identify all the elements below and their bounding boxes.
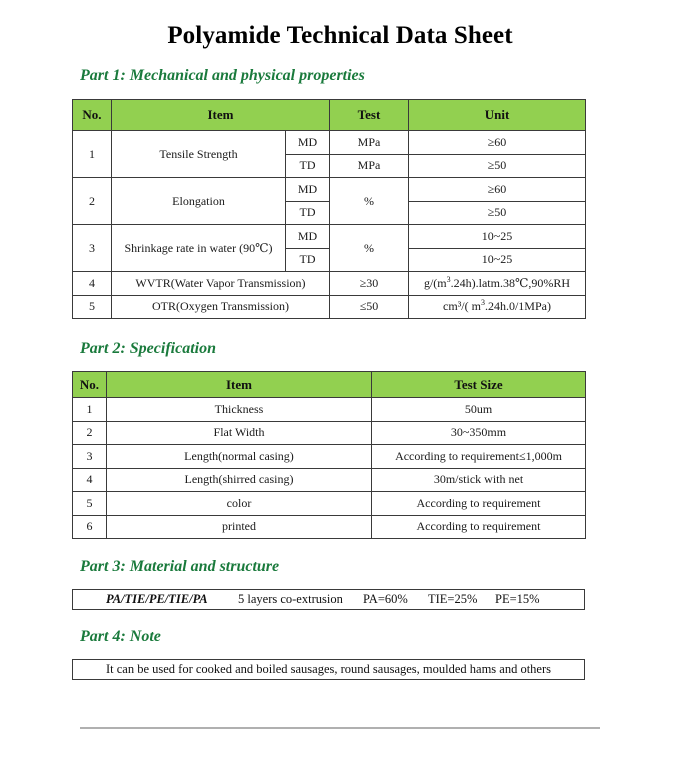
row-direction: MD [286, 178, 330, 202]
row-item: Length(shirred casing) [107, 468, 372, 492]
row-size: According to requirement≤1,000m [372, 445, 586, 469]
table-row [73, 272, 586, 296]
part4-heading: Part 4: Note [80, 628, 161, 645]
part1-heading: Part 1: Mechanical and physical properties [80, 67, 365, 84]
row-direction: TD [286, 248, 330, 272]
row-no: 5 [73, 492, 107, 516]
layer-structure: PA/TIE/PE/TIE/PA [106, 592, 208, 606]
row-unit: 10~25 [409, 225, 586, 249]
row-item: color [107, 492, 372, 516]
pe-ratio: PE=15% [495, 592, 540, 606]
row-unit [409, 295, 586, 319]
row-test: % [330, 178, 409, 225]
table-header-row [73, 100, 586, 131]
header-no: No. [73, 372, 107, 398]
row-test: ≤50 [330, 295, 409, 319]
material-structure-box [72, 589, 585, 610]
row-no: 4 [73, 272, 112, 296]
row-no: 5 [73, 295, 112, 319]
row-item: Tensile Strength [112, 131, 286, 178]
part2-heading: Part 2: Specification [80, 340, 216, 357]
row-unit: ≥60 [409, 178, 586, 202]
tie-ratio: TIE=25% [428, 592, 478, 606]
row-direction: TD [286, 154, 330, 178]
row-test: ≥30 [330, 272, 409, 296]
table-row [73, 398, 586, 422]
unit-sup: 3 [446, 274, 451, 284]
row-test: MPa [330, 131, 409, 155]
row-item: printed [107, 515, 372, 539]
row-direction: TD [286, 201, 330, 225]
page-title: Polyamide Technical Data Sheet [167, 22, 513, 49]
pa-ratio: PA=60% [363, 592, 408, 606]
table-row [73, 492, 586, 516]
row-item: Flat Width [107, 421, 372, 445]
row-item: Shrinkage rate in water (90℃) [112, 225, 286, 272]
row-size: 30m/stick with net [372, 468, 586, 492]
row-no: 6 [73, 515, 107, 539]
unit-text: .24h).latm.38℃,90%RH [450, 275, 571, 290]
row-item: WVTR(Water Vapor Transmission) [112, 272, 330, 296]
row-size: 30~350mm [372, 421, 586, 445]
header-unit: Unit [409, 100, 586, 131]
row-no: 2 [73, 178, 112, 225]
row-direction: MD [286, 131, 330, 155]
table-row [73, 178, 586, 202]
unit-text: g/(m [423, 275, 447, 290]
row-no: 3 [73, 445, 107, 469]
table-row [73, 225, 586, 249]
row-unit [409, 272, 586, 296]
footer-divider [80, 727, 600, 729]
unit-text: cm³/( m [443, 299, 481, 314]
unit-text: .24h.0/1MPa) [484, 299, 551, 314]
table-row [73, 468, 586, 492]
mechanical-properties-table [72, 99, 586, 319]
unit-sup: 3 [480, 298, 485, 308]
table-row [73, 445, 586, 469]
row-unit: ≥60 [409, 131, 586, 155]
header-no: No. [73, 100, 112, 131]
table-row [73, 295, 586, 319]
note-box: It can be used for cooked and boiled sausages, round sausages, moulded hams and others [72, 659, 585, 680]
row-item: Thickness [107, 398, 372, 422]
row-no: 3 [73, 225, 112, 272]
table-row [73, 131, 586, 155]
row-no: 1 [73, 131, 112, 178]
table-row [73, 421, 586, 445]
row-item: Length(normal casing) [107, 445, 372, 469]
row-size: According to requirement [372, 515, 586, 539]
specification-table [72, 371, 586, 539]
extrusion-method: 5 layers co-extrusion [238, 592, 343, 606]
row-no: 2 [73, 421, 107, 445]
table-row [73, 515, 586, 539]
header-test: Test [330, 100, 409, 131]
header-item: Item [107, 372, 372, 398]
row-size: 50um [372, 398, 586, 422]
row-unit: ≥50 [409, 201, 586, 225]
row-item: Elongation [112, 178, 286, 225]
row-unit: ≥50 [409, 154, 586, 178]
row-size: According to requirement [372, 492, 586, 516]
row-test: MPa [330, 154, 409, 178]
row-unit: 10~25 [409, 248, 586, 272]
row-test: % [330, 225, 409, 272]
row-item: OTR(Oxygen Transmission) [112, 295, 330, 319]
row-no: 4 [73, 468, 107, 492]
header-item: Item [112, 100, 330, 131]
table-header-row [73, 372, 586, 398]
row-no: 1 [73, 398, 107, 422]
header-test-size: Test Size [372, 372, 586, 398]
part3-heading: Part 3: Material and structure [80, 558, 280, 575]
row-direction: MD [286, 225, 330, 249]
